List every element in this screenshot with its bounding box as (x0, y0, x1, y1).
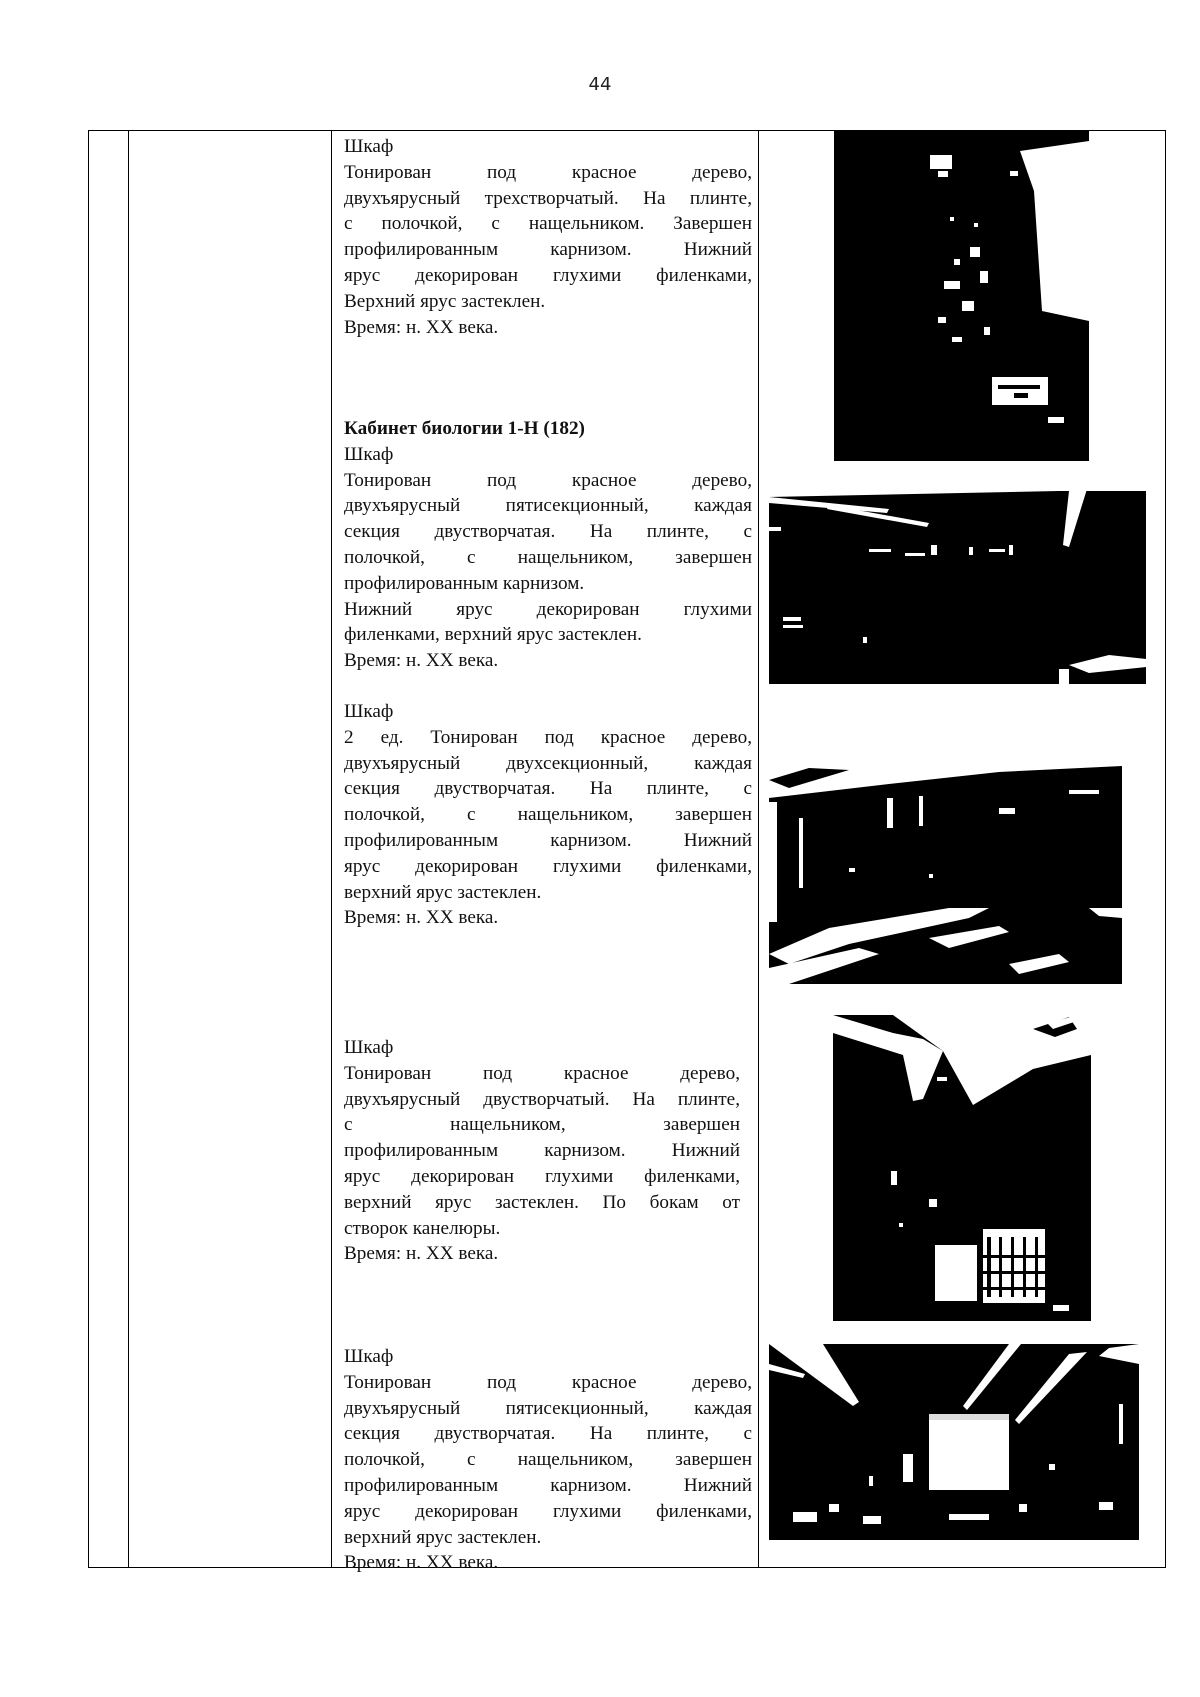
entry-line: с полочкой, с нащельником. Завершен (344, 213, 752, 235)
entry-line: филенками, верхний ярус застеклен. (344, 624, 642, 646)
entry-wardrobe-4 (344, 1035, 740, 1267)
entry-line: Время: н. XX века. (344, 1243, 499, 1265)
entry-line: с нащельником, завершен (344, 1114, 740, 1136)
entry-line: двухъярусный пятисекционный, каждая (344, 1397, 752, 1419)
entry-line: 2 ед. Тонирован под красное дерево, (344, 726, 752, 748)
entry-line: Тонирован под красное дерево, (344, 161, 752, 183)
page-number: 44 (588, 74, 612, 95)
table-column-divider (758, 130, 759, 1568)
entry-line: двухъярусный трехстворчатый. На плинте, (344, 187, 752, 209)
wardrobe-photo-1 (834, 131, 1089, 461)
entry-line: полочкой, с нащельником, завершен (344, 546, 752, 568)
entry-line: Верхний ярус застеклен. (344, 290, 546, 312)
entry-wardrobe-5 (344, 1344, 752, 1576)
entry-line: профилированным карнизом. Нижний (344, 1140, 740, 1162)
table-column-divider (331, 130, 332, 1568)
entry-line: ярус декорирован глухими филенками, (344, 855, 752, 877)
entry-line: Тонирован под красное дерево, (344, 1371, 752, 1393)
entry-line: двухъярусный двустворчатый. На плинте, (344, 1088, 740, 1110)
entry-line: Время: н. XX века. (344, 907, 499, 929)
entry-line: Шкаф (344, 701, 394, 722)
wardrobe-photo-2 (769, 487, 1146, 684)
entry-line: ярус декорирован глухими филенками, (344, 1500, 752, 1522)
entry-line: верхний ярус застеклен. По бокам от (344, 1191, 740, 1213)
entry-line: Время: н. XX века. (344, 650, 499, 672)
wardrobe-photo-5 (769, 1344, 1139, 1540)
entry-line: полочкой, с нащельником, завершен (344, 1449, 752, 1471)
entry-line: профилированным карнизом. (344, 572, 585, 594)
wardrobe-photo-3 (769, 758, 1122, 984)
entry-line: верхний ярус застеклен. (344, 1526, 542, 1548)
entry-line: профилированным карнизом. Нижний (344, 1474, 752, 1496)
section-heading: Кабинет биологии 1-Н (182) (344, 418, 585, 439)
entry-line: двухъярусный пятисекционный, каждая (344, 495, 752, 517)
table-column-divider (128, 130, 129, 1568)
entry-line: Шкаф (344, 1037, 394, 1058)
entry-line: профилированным карнизом. Нижний (344, 829, 752, 851)
wardrobe-photo-4 (833, 1015, 1091, 1321)
entry-line: профилированным карнизом. Нижний (344, 239, 752, 261)
entry-line: секция двустворчатая. На плинте, с (344, 778, 752, 800)
entry-line: Шкаф (344, 443, 394, 465)
entry-line: верхний ярус застеклен. (344, 881, 542, 903)
entry-line: секция двустворчатая. На плинте, с (344, 1423, 752, 1445)
entry-line: Шкаф (344, 1346, 394, 1367)
entry-wardrobe-1 (344, 134, 752, 340)
entry-line: Время: н. XX века. (344, 1552, 499, 1574)
entry-line: Тонирован под красное дерево, (344, 469, 752, 491)
entry-line: створок канелюры. (344, 1217, 501, 1239)
entry-line: секция двустворчатая. На плинте, с (344, 521, 752, 543)
entry-line: Шкаф (344, 136, 394, 157)
entry-line: полочкой, с нащельником, завершен (344, 804, 752, 826)
entry-line: ярус декорирован глухими филенками, (344, 1165, 740, 1187)
entry-line: Нижний ярус декорирован глухими (344, 598, 752, 620)
entry-line: Время: н. XX века. (344, 316, 499, 338)
entry-line: Тонирован под красное дерево, (344, 1062, 740, 1084)
entry-wardrobe-3 (344, 699, 752, 931)
entry-line: двухъярусный двухсекционный, каждая (344, 752, 752, 774)
entry-line: ярус декорирован глухими филенками, (344, 264, 752, 286)
entry-wardrobe-2 (344, 416, 752, 674)
